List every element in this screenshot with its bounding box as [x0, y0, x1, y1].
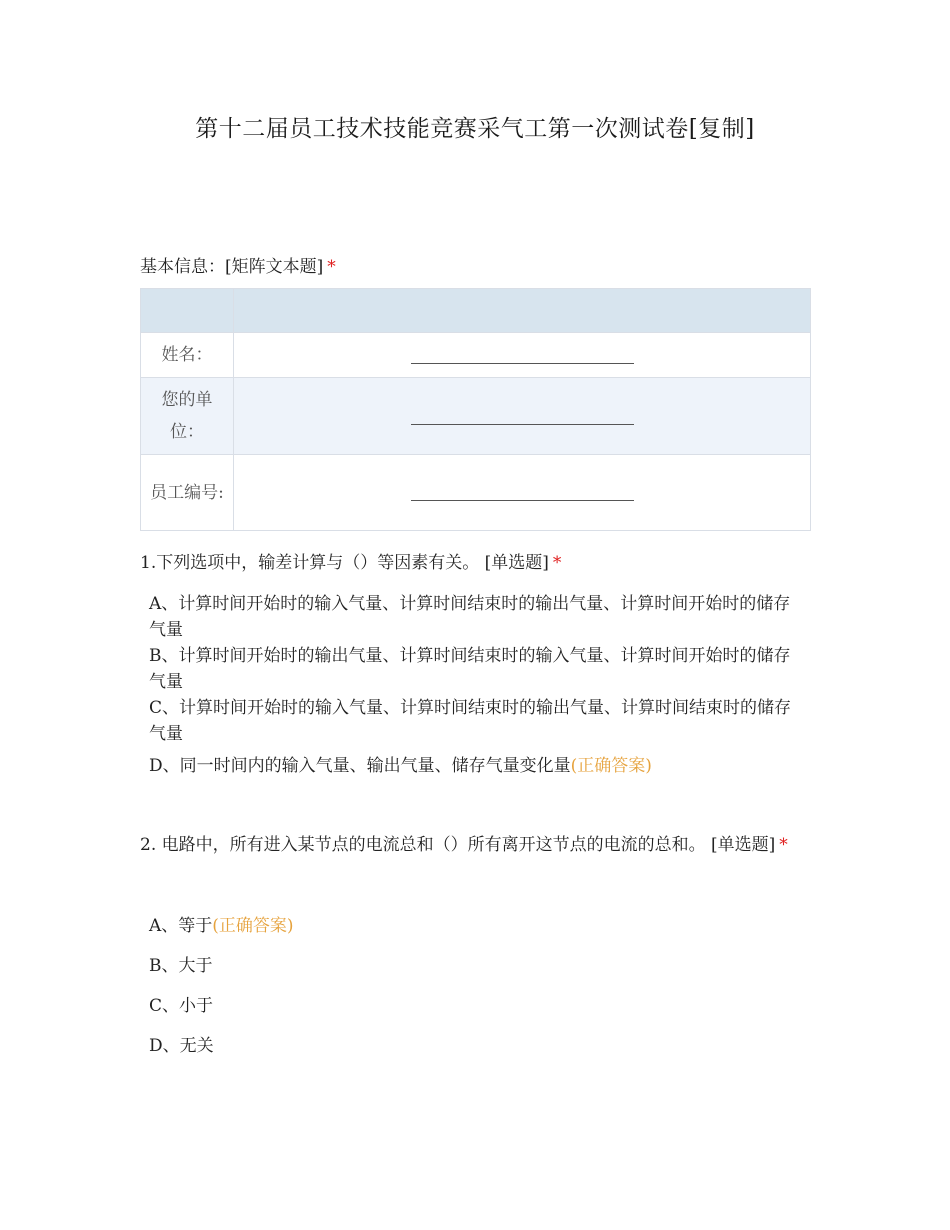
option-text: C、计算时间开始时的输入气量、计算时间结束时的输出气量、计算时间结束时的储存 气量: [149, 698, 792, 744]
unit-input[interactable]: [234, 378, 811, 455]
question-2-option-a[interactable]: [149, 913, 809, 939]
question-1-option-d[interactable]: [149, 753, 809, 779]
question-1-title: [140, 544, 812, 582]
required-mark: *: [779, 835, 788, 855]
option-text: B、大于: [149, 956, 213, 976]
unit-blank-line: [411, 424, 634, 425]
option-text: D、同一时间内的输入气量、输出气量、储存气量变化量: [149, 756, 571, 776]
name-blank-line: [411, 363, 634, 364]
question-1-option-a[interactable]: [149, 591, 809, 643]
required-mark: *: [327, 257, 336, 277]
basic-info-label: [140, 252, 336, 277]
question-1-option-c[interactable]: [149, 695, 809, 747]
survey-title: 第十二届员工技术技能竞赛采气工第一次测试卷[复制]: [195, 116, 755, 142]
matrix-header-label-cell: [141, 289, 234, 333]
option-text: C、小于: [149, 996, 214, 1016]
basic-info-label-text: 基本信息：[矩阵文本题]: [140, 257, 324, 277]
question-2-title: [140, 822, 812, 868]
question-2-option-b[interactable]: [149, 953, 809, 979]
matrix-header-input-cell: [234, 289, 811, 333]
correct-answer-tag: (正确答案): [212, 916, 294, 936]
employee-id-blank-line: [411, 500, 634, 501]
option-text: D、无关: [149, 1036, 214, 1056]
option-text: A、等于: [149, 916, 213, 936]
correct-answer-tag: (正确答案): [570, 756, 652, 776]
matrix-header-row: [141, 289, 811, 333]
employee-id-input[interactable]: [234, 455, 811, 531]
question-1-option-b[interactable]: [149, 643, 809, 695]
question-2-title-text: 2. 电路中，所有进入某节点的电流总和（）所有离开这节点的电流的总和。 [单选题]: [140, 835, 776, 855]
matrix-row-label: 姓名：: [141, 333, 234, 378]
matrix-row-label: 员工编号:: [141, 455, 234, 531]
matrix-row-employee-id: [141, 455, 811, 531]
required-mark: *: [552, 553, 562, 573]
question-1-title-text: 1.下列选项中，输差计算与（）等因素有关。 [单选题]: [140, 553, 549, 573]
question-2-option-c[interactable]: [149, 993, 809, 1019]
matrix-row-name: [141, 333, 811, 378]
option-text: A、计算时间开始时的输入气量、计算时间结束时的输出气量、计算时间开始时的储存 气量: [149, 594, 791, 640]
question-2-option-d[interactable]: [149, 1033, 809, 1059]
matrix-row-unit: [141, 378, 811, 455]
matrix-row-label: 您的单位：: [141, 378, 234, 455]
name-input[interactable]: [234, 333, 811, 378]
option-text: B、计算时间开始时的输出气量、计算时间结束时的输入气量、计算时间开始时的储存 气量: [149, 646, 791, 692]
basic-info-matrix: [140, 288, 811, 531]
